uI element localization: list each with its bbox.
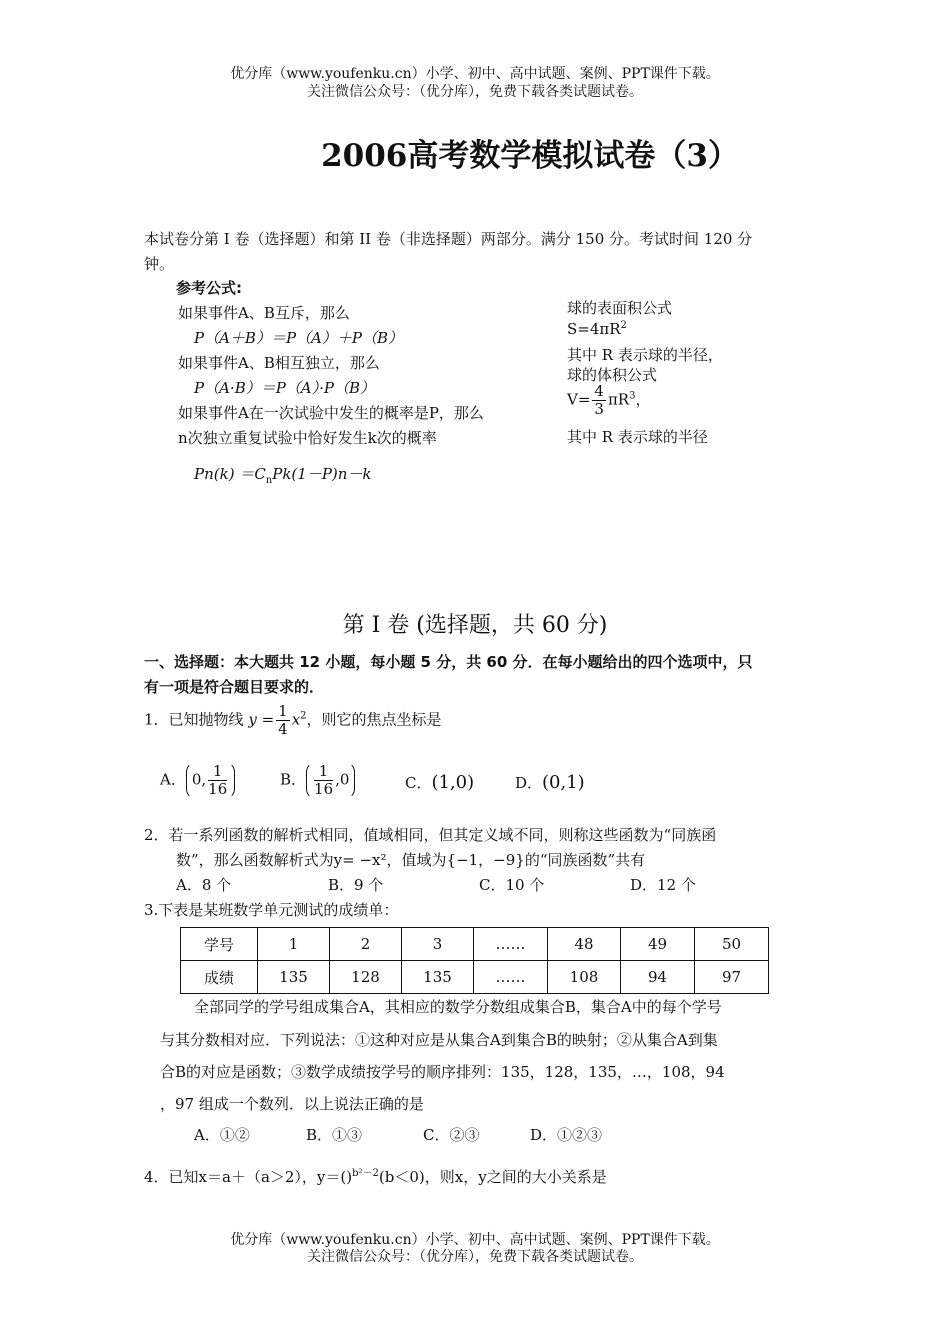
table-cell: 97: [695, 961, 769, 994]
question-3-stem: 3.下表是某班数学单元测试的成绩单：: [144, 901, 399, 919]
question-1-stem: 1．已知抛物线 y = $\frac{1}{4}$ $x^2$，则它的焦点坐标是: [144, 702, 442, 738]
question-4-stem: 4．已知x＝a＋（a＞2），y＝()$^{b^2-2}$(b＜0)，则x，y之间的大小关系是: [144, 1168, 607, 1186]
sphere-radius-note-1: 其中 R 表示球的半径，: [567, 346, 723, 364]
table-cell: 学号: [181, 928, 258, 961]
q3-paragraph-2: 与其分数相对应．下列说法：①这种对应是从集合A到集合B的映射；②从集合A到集: [160, 1031, 718, 1049]
table-cell: 3: [402, 928, 474, 961]
q1-option-b: B． $\frac{1}{16}$ ,0: [280, 762, 355, 799]
formula-line-2: P（A＋B）＝P（A）＋P（B）: [194, 329, 403, 347]
section-title: 第 I 卷 (选择题，共 60 分): [342, 613, 608, 638]
q2-option-a: A．8 个: [176, 876, 232, 894]
q1-option-d: D．(0,1): [515, 772, 585, 793]
table-cell: 50: [695, 928, 769, 961]
formula-binomial-rhs: Pk(1－P)n－k: [272, 465, 372, 483]
table-cell: 49: [621, 928, 695, 961]
score-table: [180, 927, 769, 994]
table-cell: ……: [474, 961, 548, 994]
table-cell: 108: [548, 961, 621, 994]
q3-option-b: B．①③: [306, 1126, 363, 1144]
sphere-area-label: 球的表面积公式: [567, 299, 673, 317]
question-2-line-1: 2．若一系列函数的解析式相同，值域相同，但其定义域不同，则称这些函数为“同族函: [144, 826, 717, 844]
header-line-2: 关注微信公众号：（优分库），免费下载各类试题试卷。: [307, 84, 643, 100]
q2-option-d: D．12 个: [630, 876, 696, 894]
sphere-area-formula: $S=4\pi R^2$: [567, 320, 627, 338]
table-row: [181, 961, 769, 994]
table-cell: 48: [548, 928, 621, 961]
footer-line-1: 优分库（www.youfenku.cn）小学、初中、高中试题、案例、PPT课件下载。: [230, 1232, 720, 1248]
volume-fraction: $\frac{4}{3}$: [594, 382, 604, 418]
q1-option-c: C．(1,0): [405, 772, 475, 793]
table-cell: 1: [258, 928, 330, 961]
formula-binomial-lhs: Pn(k) ＝C: [194, 465, 266, 483]
q3-paragraph-3: 合B的对应是函数；③数学成绩按学号的顺序排列：135，128，135，…，108，94: [160, 1063, 725, 1081]
formula-binomial: $Pn(k) =C_nPk(1-P)n-k$: [194, 465, 372, 486]
intro-line-2: 钟。: [144, 255, 175, 273]
formula-line-3: 如果事件A、B相互独立，那么: [178, 354, 380, 372]
formula-line-4: P（A·B）＝P（A）·P（B）: [194, 379, 376, 397]
table-row: [181, 928, 769, 961]
page-title: 2006高考数学模拟试卷（3）: [321, 138, 739, 174]
q3-paragraph-4: ，97 组成一个数列．以上说法正确的是: [160, 1095, 424, 1113]
section-instruction-1: 一、选择题：本大题共 12 小题，每小题 5 分，共 60 分．在每小题给出的四个选项中，只: [144, 653, 753, 671]
table-cell: 94: [621, 961, 695, 994]
sphere-volume-label: 球的体积公式: [567, 366, 658, 384]
table-cell: ……: [474, 928, 548, 961]
q2-option-b: B．9 个: [328, 876, 384, 894]
q3-option-c: C．②③: [423, 1126, 480, 1144]
formula-line-1: 如果事件A、B互斥，那么: [178, 304, 350, 322]
intro-line-1: 本试卷分第 I 卷（选择题）和第 II 卷（非选择题）两部分。满分 150 分。考试时间 120 分: [144, 230, 753, 248]
question-2-line-2: 数”，那么函数解析式为y= −x²，值域为{−1，−9}的“同族函数”共有: [176, 851, 646, 869]
q1-fraction: $\frac{1}{4}$: [278, 702, 288, 738]
q1-option-a: A． 0, $\frac{1}{16}$: [160, 762, 235, 799]
q3-option-a: A．①②: [194, 1126, 250, 1144]
formula-line-5: 如果事件A在一次试验中发生的概率是P，那么: [178, 404, 484, 422]
sphere-volume-formula: V= $\frac{4}{3}$ $\pi R^3$，: [567, 382, 651, 418]
footer-line-2: 关注微信公众号：（优分库），免费下载各类试题试卷。: [307, 1249, 643, 1265]
formula-heading: 参考公式:: [176, 279, 242, 297]
header-line-1: 优分库（www.youfenku.cn）小学、初中、高中试题、案例、PPT课件下载。: [230, 66, 720, 82]
sphere-radius-note-2: 其中 R 表示球的半径: [567, 428, 708, 446]
section-instruction-2: 有一项是符合题目要求的．: [144, 678, 325, 696]
q2-option-c: C．10 个: [479, 876, 545, 894]
q3-paragraph-1: 全部同学的学号组成集合A，其相应的数学分数组成集合B，集合A中的每个学号: [194, 998, 722, 1016]
formula-line-6: n次独立重复试验中恰好发生k次的概率: [178, 429, 437, 447]
table-cell: 128: [330, 961, 402, 994]
table-cell: 成绩: [181, 961, 258, 994]
table-cell: 2: [330, 928, 402, 961]
table-cell: 135: [402, 961, 474, 994]
q3-option-d: D．①②③: [530, 1126, 603, 1144]
table-cell: 135: [258, 961, 330, 994]
